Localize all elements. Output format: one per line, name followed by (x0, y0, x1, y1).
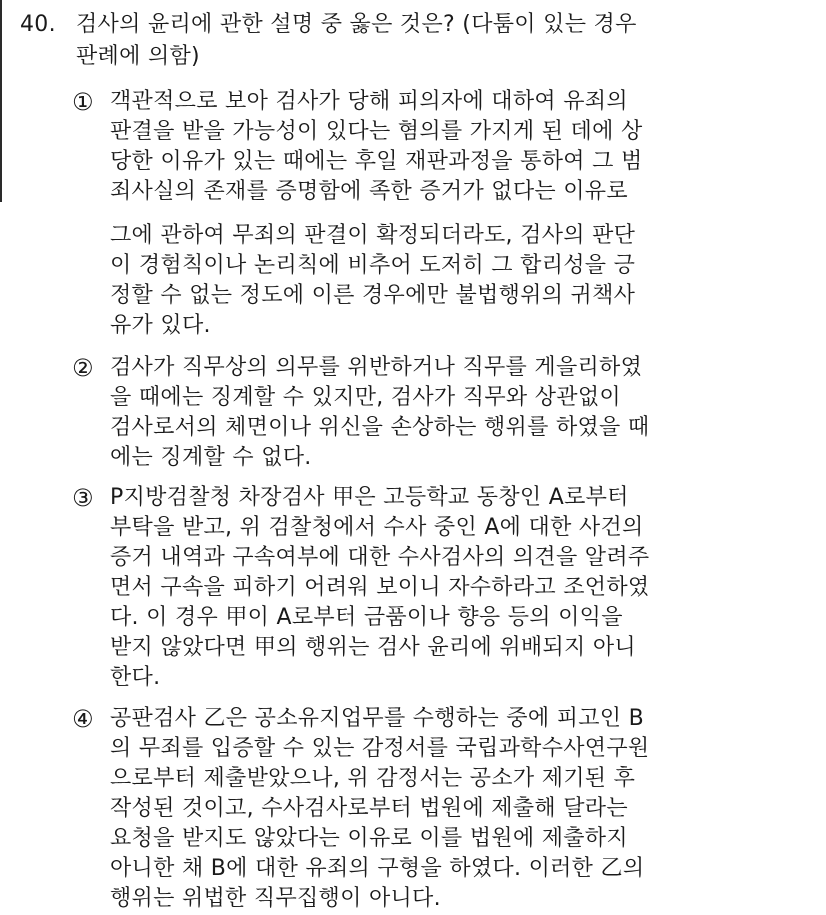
option-marker-1: ① (72, 88, 94, 116)
option-text-line: 공판검사 乙은 공소유지업무를 수행하는 중에 피고인 B (110, 706, 645, 731)
option-text-line: 받지 않았다면 甲의 행위는 검사 윤리에 위배되지 아니 (110, 635, 636, 660)
option-text-line: 판결을 받을 가능성이 있다는 혐의를 가지게 된 데에 상 (110, 119, 643, 144)
option-marker-4: ④ (72, 705, 94, 733)
question-number: 40. (20, 12, 56, 37)
option-text-line: 증거 내역과 구속여부에 대한 수사검사의 의견을 알려주 (110, 545, 650, 570)
option-text-line: 을 때에는 징계할 수 있지만, 검사가 직무와 상관없이 (110, 385, 621, 410)
option-text-line: 부탁을 받고, 위 검찰청에서 수사 중인 A에 대한 사건의 (110, 515, 644, 540)
left-column-rule (0, 0, 2, 202)
question-text-line: 검사의 윤리에 관한 설명 중 옳은 것은? (다툼이 있는 경우 (76, 12, 637, 37)
option-text-line: P지방검찰청 차장검사 甲은 고등학교 동창인 A로부터 (110, 485, 629, 510)
option-text-line: 이 경험칙이나 논리칙에 비추어 도저히 그 합리성을 긍 (110, 253, 636, 278)
option-text-line: 검사가 직무상의 의무를 위반하거나 직무를 게을리하였 (110, 355, 643, 380)
option-text-line: 유가 있다. (110, 313, 211, 338)
option-text-line: 의 무죄를 입증할 수 있는 감정서를 국립과학수사연구원 (110, 736, 650, 761)
option-text-line: 죄사실의 존재를 증명함에 족한 증거가 없다는 이유로 (110, 179, 628, 204)
option-text-line: 요청을 받지도 않았다는 이유로 이를 법원에 제출하지 (110, 826, 628, 851)
option-text-line: 작성된 것이고, 수사검사로부터 법원에 제출해 달라는 (110, 796, 628, 821)
option-text-line: 정할 수 없는 정도에 이른 경우에만 불법행위의 귀책사 (110, 283, 636, 308)
option-text-line: 한다. (110, 665, 161, 690)
option-marker-3: ③ (72, 484, 94, 512)
option-text-line: 검사로서의 체면이나 위신을 손상하는 행위를 하였을 때 (110, 415, 650, 440)
option-text-line: 그에 관하여 무죄의 판결이 확정되더라도, 검사의 판단 (110, 223, 636, 248)
option-text-line: 으로부터 제출받았으나, 위 감정서는 공소가 제기된 후 (110, 766, 636, 791)
option-text-line: 행위는 위법한 직무집행이 아니다. (110, 886, 441, 911)
option-text-line: 아니한 채 B에 대한 유죄의 구형을 하였다. 이러한 乙의 (110, 856, 645, 881)
option-text-line: 에는 징계할 수 없다. (110, 445, 312, 470)
option-text-line: 객관적으로 보아 검사가 당해 피의자에 대하여 유죄의 (110, 89, 628, 114)
option-text-line: 다. 이 경우 甲이 A로부터 금품이나 향응 등의 이익을 (110, 605, 623, 630)
question-text-line: 판례에 의함) (76, 44, 200, 69)
option-marker-2: ② (72, 354, 94, 382)
option-text-line: 당한 이유가 있는 때에는 후일 재판과정을 통하여 그 범 (110, 149, 643, 174)
option-text-line: 면서 구속을 피하기 어려워 보이니 자수하라고 조언하였 (110, 575, 650, 600)
